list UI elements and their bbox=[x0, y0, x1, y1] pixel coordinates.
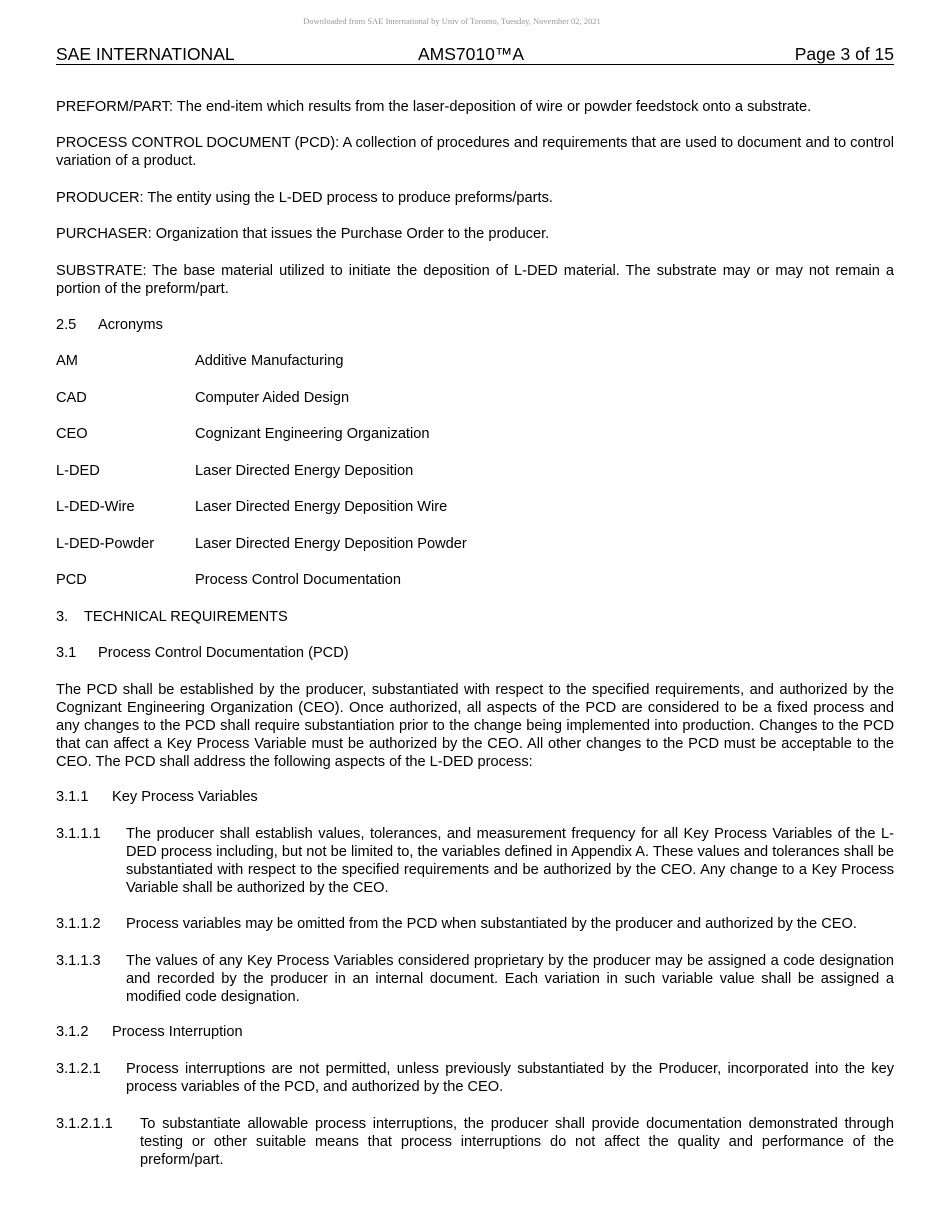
clause-number: 3.1.1.3 bbox=[56, 953, 101, 969]
acronym-code: L-DED bbox=[56, 463, 100, 479]
definition-purchaser: PURCHASER: Organization that issues the Purchase Order to the producer. bbox=[56, 226, 550, 242]
clause-3-1-1-1 bbox=[56, 825, 894, 897]
section-number: 2.5 bbox=[56, 317, 77, 333]
acronym-code: AM bbox=[56, 353, 78, 369]
acronym-definition: Laser Directed Energy Deposition Wire bbox=[195, 499, 448, 515]
acronym-definition: Laser Directed Energy Deposition Powder bbox=[195, 536, 467, 552]
definition-substrate: SUBSTRATE: The base material utilized to initiate the deposition of L-DED material. The substrate may or may not remain a portion of the preform/part. bbox=[56, 263, 894, 297]
clause-3-1-1-3 bbox=[56, 952, 894, 1006]
definition-preform-part: PREFORM/PART: The end-item which results from the laser-deposition of wire or powder feedstock onto a substrate. bbox=[56, 99, 812, 115]
section-title: Process Interruption bbox=[112, 1024, 243, 1040]
acronym-definition: Cognizant Engineering Organization bbox=[195, 426, 430, 442]
acronym-row bbox=[56, 498, 894, 516]
clause-number: 3.1.2.1.1 bbox=[56, 1116, 113, 1132]
section-number: 3.1 bbox=[56, 645, 77, 661]
clause-text: The values of any Key Process Variables considered proprietary by the producer may be assigned a code designation and recorded by the producer in an internal document. Each variation in such variable value shall be assigned a modified code designation. bbox=[126, 953, 894, 1005]
header-page-number: Page 3 of 15 bbox=[794, 44, 894, 64]
definition-producer: PRODUCER: The entity using the L-DED process to produce preforms/parts. bbox=[56, 190, 553, 206]
acronym-row bbox=[56, 571, 894, 589]
header-organization: SAE INTERNATIONAL bbox=[56, 44, 235, 64]
acronym-definition: Computer Aided Design bbox=[195, 390, 350, 406]
acronym-row bbox=[56, 425, 894, 443]
clause-text: The producer shall establish values, tolerances, and measurement frequency for all Key Process Variables of the L-DED process including, but not be limited to, the variables defined in Appendix A. These values and tolerances shall be substantiated with respect to the specified requirements and be authorized by the CEO. Any change to a Key Process Variable shall be authorized by the CEO. bbox=[126, 826, 894, 896]
section-number: 3. bbox=[56, 609, 69, 625]
acronym-code: L-DED-Powder bbox=[56, 536, 155, 552]
acronym-row bbox=[56, 352, 894, 370]
section-title: Acronyms bbox=[98, 317, 163, 333]
acronym-code: L-DED-Wire bbox=[56, 499, 135, 515]
acronym-definition: Additive Manufacturing bbox=[195, 353, 344, 369]
definition-pcd: PROCESS CONTROL DOCUMENT (PCD): A collection of procedures and requirements that are used to document and to control variation of a product. bbox=[56, 135, 894, 169]
paragraph-3-1: The PCD shall be established by the producer, substantiated with respect to the specified requirements, and authorized by the Cognizant Engineering Organization (CEO). Once authorized, all aspects of the PCD are considered to be a fixed process and any changes to the PCD shall require substantiation prior to the change being implemented into production. Changes to the PCD that can affect a Key Process Variable must be authorized by the CEO. All other changes to the PCD must be acceptable to the CEO. The PCD shall address the following aspects of the L-DED process: bbox=[56, 682, 894, 770]
page-header bbox=[56, 44, 894, 65]
acronym-row bbox=[56, 389, 894, 407]
acronym-definition: Process Control Documentation bbox=[195, 572, 402, 588]
clause-text: Process interruptions are not permitted, unless previously substantiated by the Producer, incorporated into the key process variables of the PCD, and authorized by the CEO. bbox=[126, 1061, 894, 1095]
clause-number: 3.1.2.1 bbox=[56, 1061, 101, 1077]
download-watermark: Downloaded from SAE International by Univ of Toronto, Tuesday, November 02, 2021 bbox=[303, 16, 601, 26]
header-document-number: AMS7010™A bbox=[418, 44, 525, 64]
acronym-code: CAD bbox=[56, 390, 87, 406]
acronym-code: PCD bbox=[56, 572, 87, 588]
section-title: TECHNICAL REQUIREMENTS bbox=[84, 609, 288, 625]
section-number: 3.1.1 bbox=[56, 789, 89, 805]
clause-3-1-2-1-1 bbox=[56, 1115, 894, 1169]
clause-3-1-1-2 bbox=[56, 915, 894, 933]
acronym-definition: Laser Directed Energy Deposition bbox=[195, 463, 414, 479]
clause-text: To substantiate allowable process interruptions, the producer shall provide documentation demonstrated through testing or other suitable means that process interruptions do not affect the quality and performance of the preform/part. bbox=[140, 1116, 894, 1168]
acronym-code: CEO bbox=[56, 426, 88, 442]
section-title: Process Control Documentation (PCD) bbox=[98, 645, 349, 661]
section-title: Key Process Variables bbox=[112, 789, 258, 805]
section-number: 3.1.2 bbox=[56, 1024, 89, 1040]
clause-number: 3.1.1.2 bbox=[56, 916, 101, 932]
clause-text: Process variables may be omitted from the PCD when substantiated by the producer and authorized by the CEO. bbox=[126, 916, 857, 932]
clause-number: 3.1.1.1 bbox=[56, 826, 101, 842]
acronym-row bbox=[56, 462, 894, 480]
clause-3-1-2-1 bbox=[56, 1060, 894, 1096]
acronym-row bbox=[56, 535, 894, 553]
